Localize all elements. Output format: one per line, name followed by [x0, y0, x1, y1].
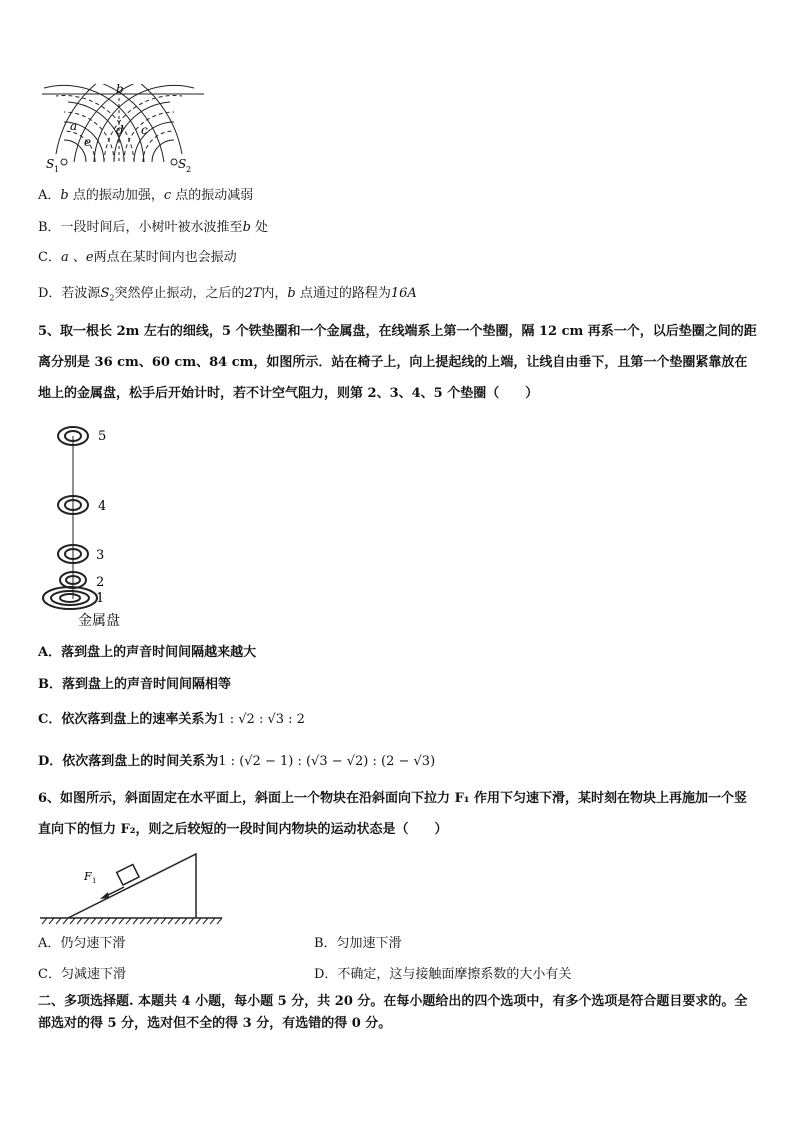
- label-d: d: [116, 123, 124, 137]
- washers-figure: [40, 424, 150, 634]
- q6-option-d: D．不确定，这与接触面摩擦系数的大小有关: [314, 967, 572, 982]
- section-2-instructions: 二、多项选择题. 本题共 4 小题，每小题 5 分，共 20 分。在每小题给出的四个选项中，有多个选项是符合题目要求的。全部选对的得 5 分，选对但不全的得 3 分，有选错的得 0 分。: [38, 994, 748, 1031]
- q4-option-c: C．a 、e两点在某时间内也会振动: [38, 250, 237, 265]
- label-s1: S: [46, 157, 55, 171]
- q6-option-c: C．匀减速下滑: [38, 967, 126, 982]
- q6-option-b: B．匀加速下滑: [314, 936, 402, 951]
- q6-option-a: A．仍匀速下滑: [38, 936, 126, 951]
- force-label-f: F: [84, 870, 92, 883]
- q5-option-d: D．依次落到盘上的时间关系为1 : (√2 − 1) : (√3 − √2) : (2 − √3): [38, 754, 436, 769]
- force-label-f-sub: 1: [92, 877, 97, 885]
- washer-label-1: 1: [96, 591, 105, 606]
- metal-plate: [43, 587, 97, 609]
- label-a: a: [70, 119, 78, 133]
- washer-label-2: 2: [96, 575, 105, 590]
- q5-option-a: A．落到盘上的声音时间间隔越来越大: [38, 645, 257, 660]
- block: [117, 864, 139, 885]
- q4-option-a: A．b 点的振动加强，c 点的振动减弱: [38, 188, 254, 203]
- wave-interference-figure: [38, 84, 208, 176]
- label-e: e: [84, 135, 92, 149]
- q4-option-b: B．一段时间后，小树叶被水波推至b 处: [38, 220, 269, 235]
- plate-label: 金属盘: [78, 613, 120, 629]
- label-s2-sub: 2: [186, 165, 192, 174]
- q6-stem: 6、如图所示，斜面固定在水平面上，斜面上一个物块在沿斜面向下拉力 F₁ 作用下匀速下滑，某时刻在物块上再施加一个竖直向下的恒力 F₂，则之后较短的一段时间内物块的运动状态是（ ）: [38, 791, 748, 837]
- incline-figure: [38, 848, 228, 930]
- q5-stem: 5、取一根长 2m 左右的细线，5 个铁垫圈和一个金属盘，在线端系上第一个垫圈，隔 12 cm 再系一个，以后垫圈之间的距离分别是 36 cm、60 cm、84 cm，如图所示．站在椅子上，向上提起线的上端，让线自由垂下，且第一个垫圈紧靠放在地上的金属盘，松手后开始计时，若不计空气阻力，则第 2、3、4、5 个垫圈（ ）: [38, 324, 757, 401]
- q5-option-b: B．落到盘上的声音时间间隔相等: [38, 677, 231, 692]
- q4-option-d: D．若波源$S_2$突然停止振动，之后的2T内，b 点通过的路程为16A: [38, 286, 417, 303]
- label-b: b: [116, 84, 124, 96]
- label-s2: S: [178, 157, 187, 171]
- label-s1-sub: 1: [54, 165, 60, 174]
- q5-option-c: C．依次落到盘上的速率关系为1 : √2 : √3 : 2: [38, 712, 305, 727]
- washer-label-5: 5: [98, 429, 107, 444]
- washer-label-4: 4: [98, 499, 107, 514]
- label-c: c: [141, 123, 148, 137]
- washer-label-3: 3: [96, 548, 105, 563]
